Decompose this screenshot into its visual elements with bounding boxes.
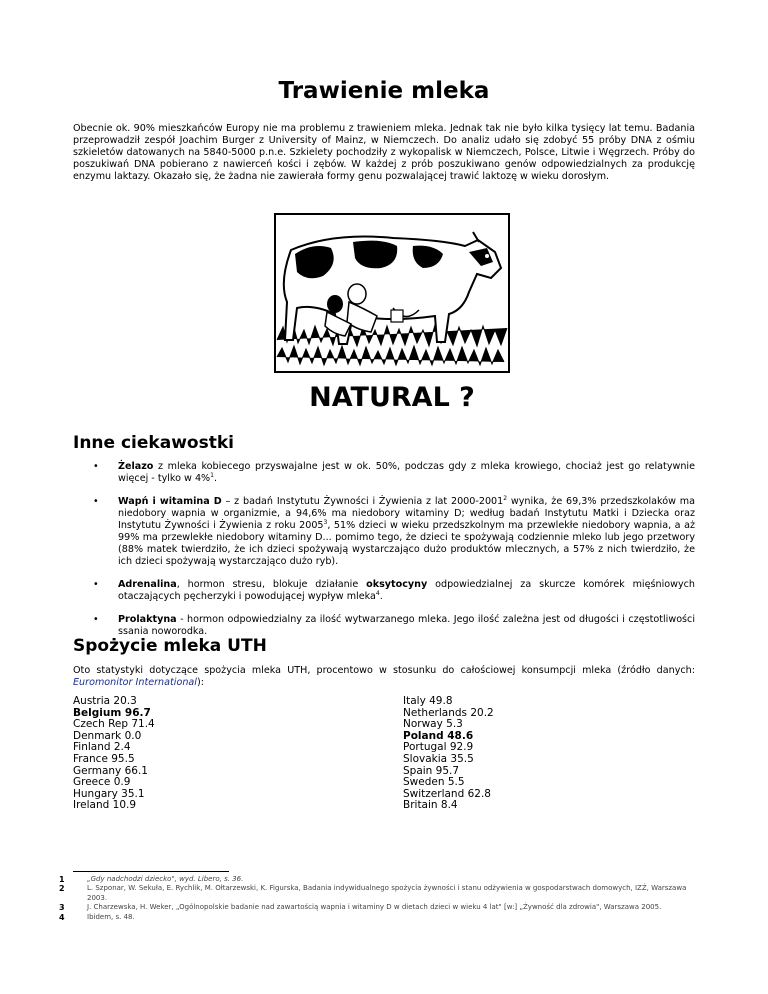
list-item: Belgium 96.7 — [73, 706, 151, 719]
footnotes — [59, 875, 695, 922]
term: oksytocyny — [366, 579, 428, 590]
intro-paragraph: Obecnie ok. 90% mieszkańców Europy nie ma problemu z trawieniem mleka. Jednak tak nie było kilka tysięcy lat temu. Badania przeprowadził zespół Joachim Burger z University of Mainz, w Niemczech. Do analiz udało się zdobyć 55 próby DNA z ośmiu szkieletów datowanych na 5840-5000 p.n.e. Szkielety pochodziły z wykopalisk w Niemczech, Polsce, Litwie i Węgrzech. Próby do poszukiwań DNA pobierano z nawierceń kości i zębów. W każdej z prób poszukiwano genów odpowiedzialnych za produkcję enzymu laktazy. Okazało się, że żadna nie zawierała formy genu pozwalającej trawić laktozę w wieku dorosłym. — [73, 123, 695, 182]
item-text: . — [379, 591, 383, 602]
source-link[interactable]: Euromonitor International — [73, 677, 197, 688]
list-item: Portugal 92.9 — [403, 741, 474, 754]
term: Żelazo — [118, 461, 154, 472]
list-item: Ireland 10.9 — [73, 799, 137, 812]
list-item — [73, 579, 695, 603]
list-item — [73, 614, 695, 638]
list-item: Switzerland 62.8 — [403, 787, 491, 800]
footnote — [59, 884, 695, 903]
footnote-text: J. Charzewska, H. Weker, „Ogólnopolskie badanie nad zawartością wapnia i witaminy D w dietach dzieci w wieku 4 lat" [w:] „Żywność dla zdrowia", Warszawa 2005. — [87, 903, 662, 912]
uht-intro-paragraph — [73, 665, 695, 689]
bullet: • — [93, 496, 99, 507]
item-text: . — [214, 473, 218, 484]
list-item: Spain 95.7 — [403, 764, 460, 777]
list-item: Britain 8.4 — [403, 799, 458, 812]
list-item: Norway 5.3 — [403, 718, 463, 731]
item-text: - hormon odpowiedzialny za ilość wytwarzanego mleka. Jego ilość zależna jest od długości i częstotliwości ssania noworodka. — [118, 614, 695, 637]
list-item: Poland 48.6 — [403, 729, 474, 742]
list-item: Netherlands 20.2 — [403, 706, 494, 719]
footnote-ref[interactable]: 2 — [503, 494, 508, 502]
list-item: Hungary 35.1 — [73, 787, 145, 800]
section-heading-trivia: Inne ciekawostki — [73, 433, 234, 453]
figure-caption: NATURAL ? — [309, 382, 475, 412]
list-item — [73, 461, 695, 485]
section-heading-uht: Spożycie mleka UTH — [73, 636, 267, 656]
footnote-text: „Gdy nadchodzi dziecko", wyd. Libero, s. 36. — [87, 875, 244, 883]
page-title: Trawienie mleka — [278, 78, 490, 104]
footnote-number: 2 — [59, 884, 65, 894]
footnote-text: L. Szponar, W. Sekuła, E. Rychlik, M. Ołtarzewski, K. Figurska, Badania indywidualnego spożycia żywności i stanu odżywienia w gospodarstwach domowych, IZŻ, Warszawa 2003. — [87, 884, 687, 902]
list-item: Denmark 0.0 — [73, 729, 142, 742]
footnote — [59, 912, 695, 922]
footnote-ref[interactable]: 1 — [210, 471, 214, 479]
term: Adrenalina — [118, 579, 177, 590]
bullet: • — [93, 461, 99, 472]
footnote — [59, 903, 695, 913]
footnote-text: Ibidem, s. 48. — [87, 912, 135, 921]
bullet: • — [93, 614, 99, 625]
footnote-divider — [73, 871, 229, 872]
uht-list-right — [403, 696, 494, 812]
list-item: Greece 0.9 — [73, 776, 131, 789]
item-text: z mleka kobiecego przyswajalne jest w ok. 50%, podczas gdy z mleka krowiego, chociaż jest go relatywnie więcej - tylko w 4% — [118, 461, 695, 484]
item-text: wynika, że 69,3% przedszkolaków ma niedobory wapnia w organizmie, a 94,6% ma niedobory witaminy D; według badań Instytutu Matki i Dziecka oraz Instytutu Żywności i Żywienia z roku 2005 — [118, 496, 695, 531]
cow-illustration — [273, 212, 511, 412]
trivia-list — [73, 461, 695, 649]
footnote-number: 3 — [59, 903, 65, 913]
list-item — [73, 496, 695, 568]
bullet: • — [93, 579, 99, 590]
term: Wapń i witamina D — [118, 496, 222, 507]
list-item: Germany 66.1 — [73, 764, 148, 777]
item-text: – z badań Instytutu Żywności i Żywienia z lat 2000-2001 — [221, 496, 504, 507]
footnote-ref[interactable]: 4 — [375, 589, 380, 597]
footnote-ref[interactable]: 3 — [323, 518, 328, 526]
item-text: , 51% dzieci w wieku przedszkolnym ma przewlekłe niedobory wapnia, a aż 99% ma przewlekłe niedobory witaminy D... pomimo tego, że dzieci te spożywają codziennie mleko lub jego przetwory (88% matek twierdziło, że ich dzieci spożywają wystarczająco dużo produktów mlecznych, a 57% z nich twierdziło, że ich dzieci spożywają wystarczająco dużo ryb). — [118, 520, 695, 567]
footnote — [59, 875, 695, 884]
list-item: Sweden 5.5 — [403, 776, 465, 789]
list-item: France 95.5 — [73, 752, 135, 765]
list-item: Italy 49.8 — [403, 695, 453, 707]
intro-text: ): — [196, 677, 204, 688]
intro-text: Oto statystyki dotyczące spożycia mleka UTH, procentowo w stosunku do całościowej konsumpcji mleka (źródło danych: — [73, 665, 695, 676]
uht-list-left — [73, 696, 155, 812]
item-text: odpowiedzialnej za skurcze komórek mięśniowych otaczających pęcherzyki i powodującej wypływ mleka — [118, 579, 695, 602]
cow-drawing — [273, 212, 511, 412]
list-item: Austria 20.3 — [73, 695, 137, 707]
footnote-number: 1 — [59, 875, 65, 884]
list-item: Czech Rep 71.4 — [73, 718, 155, 731]
term: Prolaktyna — [118, 614, 177, 625]
list-item: Finland 2.4 — [73, 741, 131, 754]
list-item: Slovakia 35.5 — [403, 752, 474, 765]
footnote-number: 4 — [59, 912, 65, 922]
item-text: , hormon stresu, blokuje działanie — [176, 579, 367, 590]
